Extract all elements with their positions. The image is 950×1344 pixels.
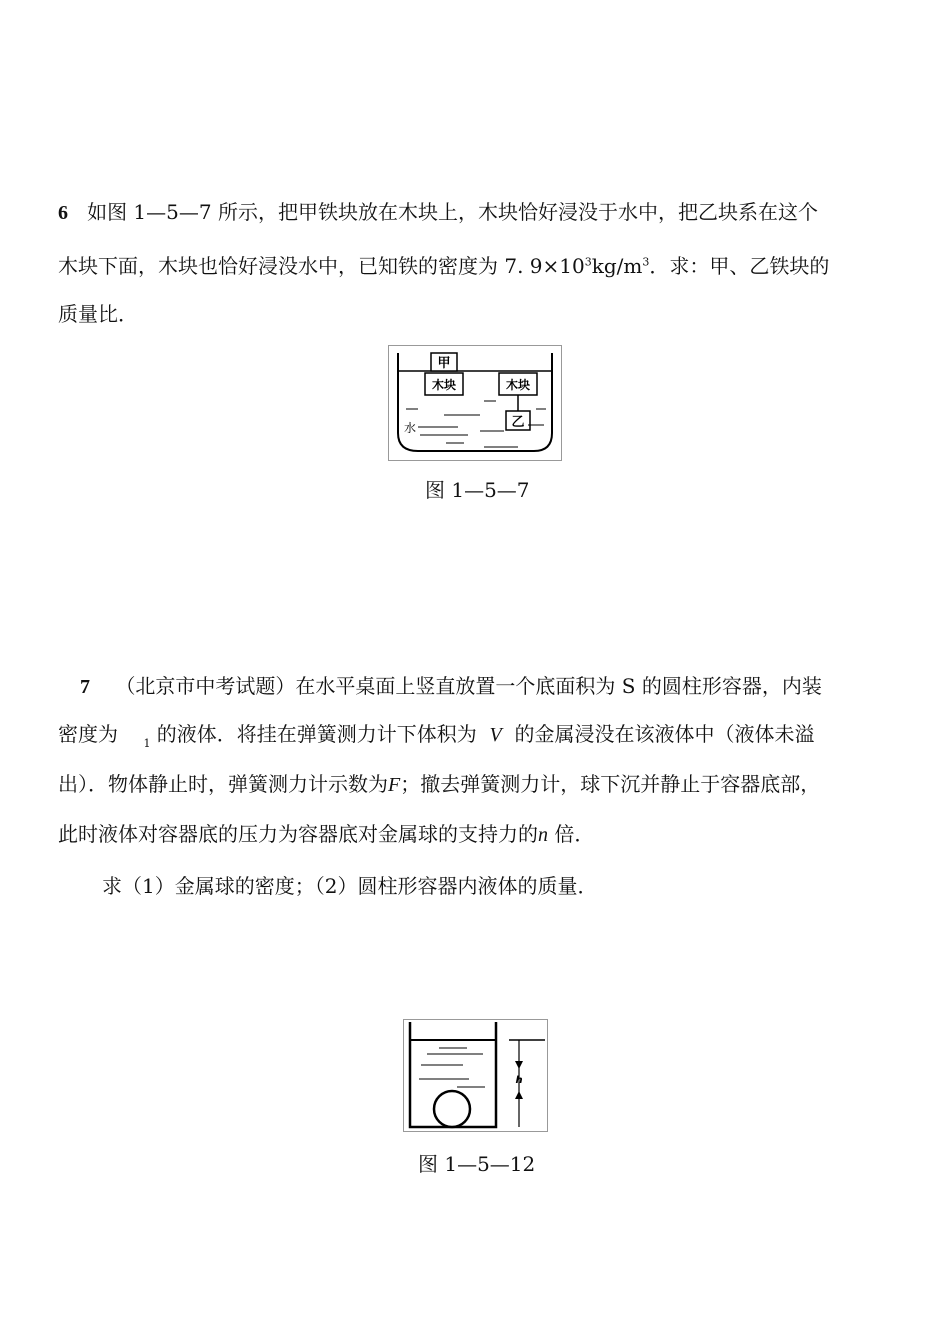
problem7-text-1: （北京市中考试题）在水平桌面上竖直放置一个底面积为 S 的圆柱形容器，内装 <box>115 674 822 698</box>
exponent-2: 3 <box>642 255 650 269</box>
problem6-text-1: 如图 1—5—7 所示，把甲铁块放在木块上，木块恰好浸没于水中，把乙块系在这个 <box>87 200 818 224</box>
figure-1-5-7 <box>388 345 562 461</box>
problem7-text-2c: 的金属浸没在该液体中（液体未溢 <box>514 722 815 746</box>
label-water: 水 <box>404 421 417 435</box>
figure-caption-1-5-12: 图 1—5—12 <box>418 1152 536 1176</box>
problem7-number: 7 <box>80 676 90 698</box>
metal-ball <box>434 1091 470 1127</box>
problem7-text-2b: 的液体．将挂在弹簧测力计下体积为 <box>156 722 477 746</box>
problem7-text-4a: 此时液体对容器底的压力为容器底对金属球的支持力的 <box>58 822 538 846</box>
problem6-unit: kg/m <box>591 254 643 278</box>
problem6-text-2b: ．求：甲、乙铁块的 <box>649 254 830 278</box>
problem7-line4 <box>58 822 594 847</box>
problem7-line5 <box>102 874 597 898</box>
label-yi: 乙 <box>511 415 525 430</box>
density-subscript: 1 <box>143 737 151 750</box>
problem6-line3 <box>58 302 138 326</box>
figure-1-5-12 <box>403 1019 548 1132</box>
var-n: n <box>538 824 548 846</box>
label-block1: 木块 <box>431 378 457 392</box>
problem6-number: 6 <box>58 202 68 224</box>
exponent-1: 3 <box>584 255 592 269</box>
label-h: h <box>515 1075 523 1086</box>
label-block2: 木块 <box>505 378 531 392</box>
var-f: F <box>388 774 401 796</box>
problem6-line1 <box>58 200 818 225</box>
problem7-text-3b: ；撤去弹簧测力计，球下沉并静止于容器底部， <box>400 772 821 796</box>
label-jia: 甲 <box>437 356 451 371</box>
problem7-text-5: 求（1）金属球的密度；（2）圆柱形容器内液体的质量． <box>102 874 598 898</box>
problem7-text-2a: 密度为 <box>58 722 118 746</box>
problem7-line3 <box>58 772 820 797</box>
problem7-text-4b: 倍． <box>554 822 595 846</box>
problem7-text-3a: 出）．物体静止时，弹簧测力计示数为 <box>58 772 388 796</box>
problem6-text-2a: 木块下面，木块也恰好浸没水中，已知铁的密度为 7. 9×10 <box>58 254 585 278</box>
figure-caption-1-5-7: 图 1—5—7 <box>425 478 530 502</box>
problem6-text-3: 质量比． <box>58 302 138 326</box>
problem7-line1 <box>80 674 822 699</box>
problem7-line2 <box>58 722 814 750</box>
problem6-line2 <box>58 254 829 278</box>
var-v: V <box>489 724 502 746</box>
